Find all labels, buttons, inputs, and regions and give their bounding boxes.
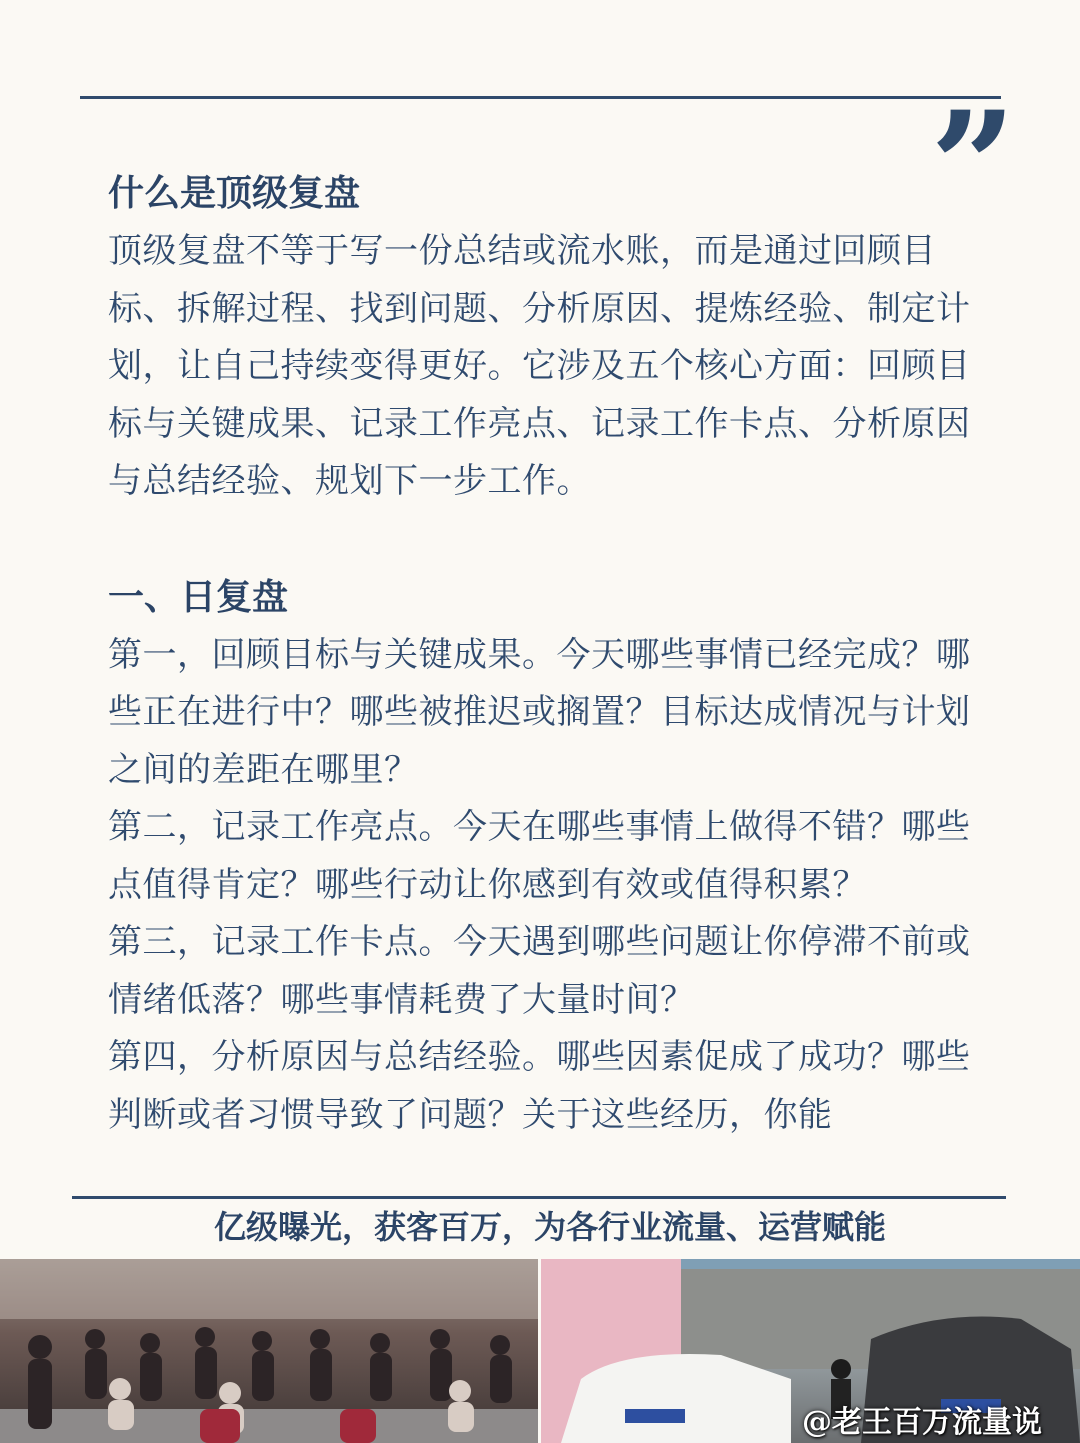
daily-item-1: 第一，回顾目标与关键成果。今天哪些事情已经完成？哪些正在进行中？哪些被推迟或搁置？目标达成情况与计划之间的差距在哪里？ <box>108 634 971 790</box>
cars-photo <box>541 1259 1080 1443</box>
quote-mark-icon: ” <box>930 79 1007 255</box>
section-spacer <box>108 511 978 569</box>
team-group-photo <box>0 1259 538 1443</box>
bottom-divider <box>72 1196 1006 1199</box>
top-divider <box>80 96 1001 99</box>
author-watermark: @老王百万流量说 <box>802 1405 1042 1440</box>
daily-item-2: 第二，记录工作亮点。今天在哪些事情上做得不错？哪些点值得肯定？哪些行动让你感到有效或值得积累？ <box>108 807 971 905</box>
footer-slogan: 亿级曝光，获客百万，为各行业流量、运营赋能 <box>213 1208 886 1246</box>
team-photo-figures <box>0 1259 538 1443</box>
intro-heading: 什么是顶级复盘 <box>108 173 361 214</box>
daily-item-3: 第三，记录工作卡点。今天遇到哪些问题让你停滞不前或情绪低落？哪些事情耗费了大量时间？ <box>108 922 971 1020</box>
daily-review-heading: 一、日复盘 <box>108 576 289 618</box>
daily-item-4: 第四，分析原因与总结经验。哪些因素促成了成功？哪些判断或者习惯导致了问题？关于这些经历，你能 <box>108 1037 971 1135</box>
article-body <box>108 165 978 1195</box>
intro-paragraph: 顶级复盘不等于写一份总结或流水账，而是通过回顾目标、拆解过程、找到问题、分析原因、提炼经验、制定计划，让自己持续变得更好。它涉及五个核心方面：回顾目标与关键成果、记录工作亮点、记录工作卡点、分析原因与总结经验、规划下一步工作。 <box>108 231 971 501</box>
